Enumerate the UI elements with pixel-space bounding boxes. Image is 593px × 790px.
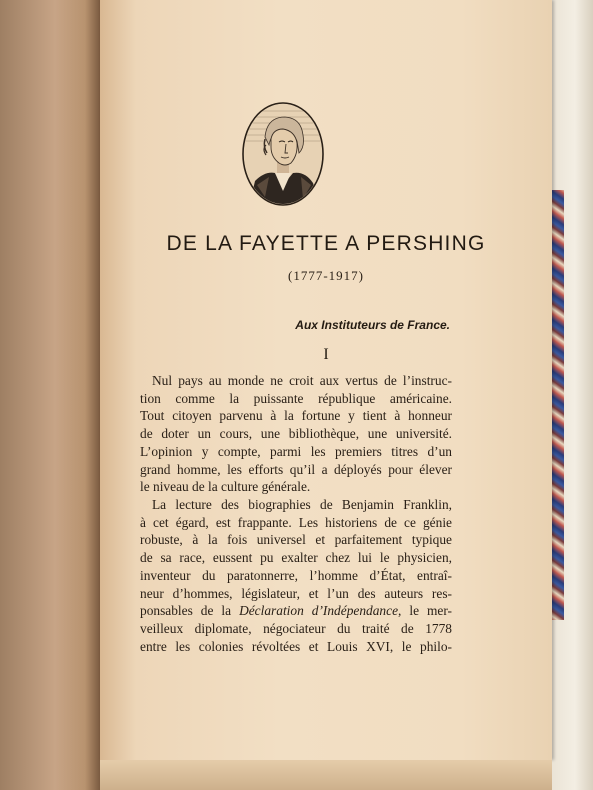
- text-line: inventeur du paratonnerre, l’homme d’État, entraî-: [140, 567, 452, 583]
- text-line: de doter un cours, une bibliothèque, une université.: [140, 426, 452, 442]
- text-line: La lecture des biographies de Benjamin Franklin,: [152, 497, 452, 512]
- paragraph-1: [140, 372, 452, 496]
- portrait-vignette: [241, 101, 325, 207]
- text-line: à cet égard, est frappante. Les historiens de ce génie: [140, 514, 452, 530]
- text-line: entre les colonies révoltées et Louis XVI, le philo-: [140, 638, 452, 654]
- text-line: Nul pays au monde ne croit aux vertus de l’instruc-: [152, 373, 452, 388]
- text-line: le niveau de la culture générale.: [140, 479, 311, 495]
- dedication: Aux Instituteurs de France.: [295, 318, 450, 332]
- left-page-edge: [0, 0, 100, 790]
- text-line: L’opinion y compte, parmi les premiers titres d’un: [140, 443, 452, 459]
- chapter-dates: (1777-1917): [288, 268, 364, 283]
- text-line: tion comme la puissante république américaine.: [140, 390, 452, 406]
- text-line: robuste, à la fois universel et parfaitement typique: [140, 532, 452, 548]
- page-bottom-edge: [100, 760, 552, 790]
- text-line: Tout citoyen parvenu à la fortune y tient à honneur: [140, 408, 452, 424]
- text-line: grand homme, les efforts qu’il a déployés pour élever: [140, 461, 452, 477]
- text-line: ponsables de la Déclaration d’Indépendance, le mer-: [140, 603, 452, 619]
- text-line: neur d’hommes, législateur, et l’un des auteurs res-: [140, 585, 452, 601]
- section-number: I: [323, 346, 329, 363]
- text-line: de sa race, eussent pu exalter chez lui le physicien,: [140, 550, 452, 566]
- chapter-title: DE LA FAYETTE A PERSHING: [166, 232, 486, 255]
- text-line: veilleux diplomate, négociateur du traité de 1778: [140, 620, 452, 636]
- paragraph-2: [140, 496, 452, 655]
